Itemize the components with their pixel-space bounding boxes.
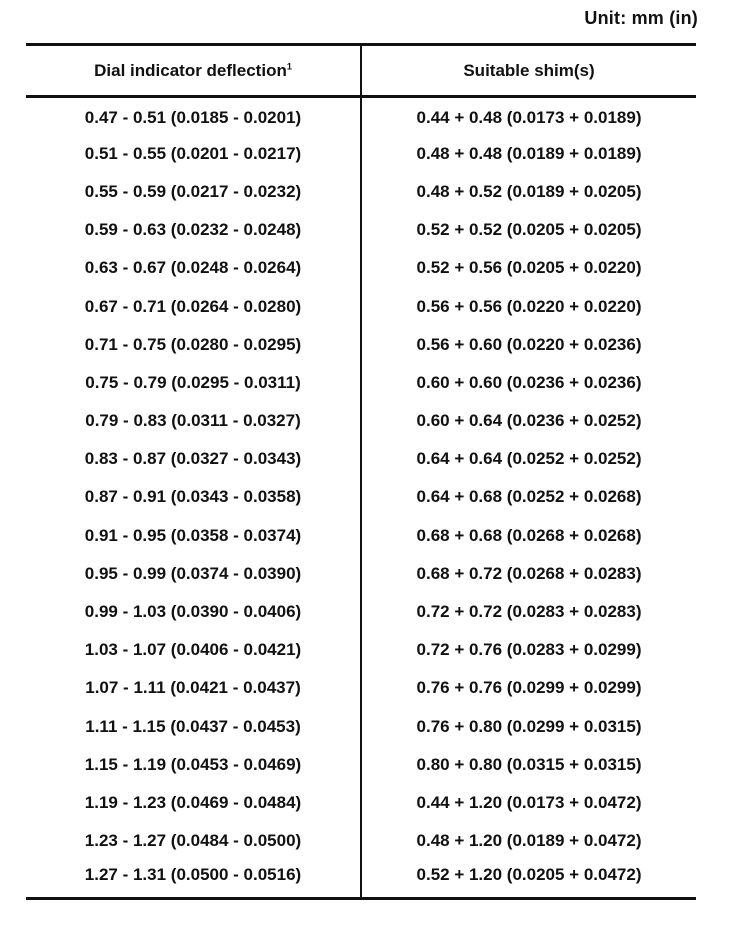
header-deflection-footnote: 1 [286,60,292,71]
table-row [26,402,696,440]
table-row [26,478,696,516]
shims-cell: 0.48 + 0.52 (0.0189 + 0.0205) [416,181,642,201]
table-row [26,211,696,249]
shims-cell: 0.76 + 0.80 (0.0299 + 0.0315) [416,716,642,736]
deflection-cell: 0.87 - 0.91 (0.0343 - 0.0358) [26,478,361,516]
table-row [26,593,696,631]
shims-cell: 0.68 + 0.68 (0.0268 + 0.0268) [416,525,642,545]
header-row [26,45,696,97]
table-row [26,364,696,402]
shims-cell: 0.44 + 0.48 (0.0173 + 0.0189) [416,108,642,128]
shims-cell: 0.48 + 1.20 (0.0189 + 0.0472) [416,831,642,851]
deflection-cell: 0.55 - 0.59 (0.0217 - 0.0232) [26,173,361,211]
table-row [26,249,696,287]
deflection-cell: 1.11 - 1.15 (0.0437 - 0.0453) [26,708,361,746]
shims-cell: 0.52 + 0.52 (0.0205 + 0.0205) [416,220,642,240]
shim-selection-table [26,43,696,900]
table-row [26,631,696,669]
shims-cell: 0.60 + 0.64 (0.0236 + 0.0252) [416,411,642,431]
shims-cell: 0.60 + 0.60 (0.0236 + 0.0236) [416,372,642,392]
table-body [26,97,696,899]
shims-cell: 0.44 + 1.20 (0.0173 + 0.0472) [416,792,642,812]
deflection-cell: 0.67 - 0.71 (0.0264 - 0.0280) [26,287,361,325]
deflection-cell: 1.03 - 1.07 (0.0406 - 0.0421) [26,631,361,669]
shims-cell: 0.76 + 0.76 (0.0299 + 0.0299) [416,678,642,698]
shims-cell: 0.56 + 0.56 (0.0220 + 0.0220) [416,296,642,316]
shims-cell: 0.64 + 0.68 (0.0252 + 0.0268) [416,487,642,507]
deflection-cell: 0.63 - 0.67 (0.0248 - 0.0264) [26,249,361,287]
header-deflection-label: Dial indicator deflection [94,60,287,80]
deflection-cell: 0.95 - 0.99 (0.0374 - 0.0390) [26,555,361,593]
deflection-cell: 0.91 - 0.95 (0.0358 - 0.0374) [26,517,361,555]
shims-cell: 0.48 + 0.48 (0.0189 + 0.0189) [416,143,642,163]
header-shims: Suitable shim(s) [361,45,696,97]
deflection-cell: 0.71 - 0.75 (0.0280 - 0.0295) [26,326,361,364]
deflection-cell: 0.47 - 0.51 (0.0185 - 0.0201) [26,97,361,135]
shims-cell: 0.64 + 0.64 (0.0252 + 0.0252) [416,449,642,469]
deflection-cell: 0.51 - 0.55 (0.0201 - 0.0217) [26,135,361,173]
shims-cell: 0.56 + 0.60 (0.0220 + 0.0236) [416,334,642,354]
deflection-cell: 1.19 - 1.23 (0.0469 - 0.0484) [26,784,361,822]
table-row [26,708,696,746]
table-header [26,45,696,97]
table-row [26,669,696,707]
table-row [26,97,696,135]
unit-label: Unit: mm (in) [584,8,698,28]
table-row [26,517,696,555]
table-row [26,287,696,325]
deflection-cell: 1.07 - 1.11 (0.0421 - 0.0437) [26,669,361,707]
table-row [26,173,696,211]
deflection-cell: 0.79 - 0.83 (0.0311 - 0.0327) [26,402,361,440]
deflection-cell: 1.15 - 1.19 (0.0453 - 0.0469) [26,746,361,784]
table-row [26,822,696,860]
table-row [26,135,696,173]
deflection-cell: 0.75 - 0.79 (0.0295 - 0.0311) [26,364,361,402]
shims-cell: 0.68 + 0.72 (0.0268 + 0.0283) [416,563,642,583]
table-row [26,860,696,898]
shims-cell: 0.72 + 0.72 (0.0283 + 0.0283) [416,602,642,622]
shims-cell: 0.52 + 1.20 (0.0205 + 0.0472) [416,864,642,884]
table-row [26,440,696,478]
table-row [26,784,696,822]
deflection-cell: 1.27 - 1.31 (0.0500 - 0.0516) [26,860,361,898]
deflection-cell: 0.59 - 0.63 (0.0232 - 0.0248) [26,211,361,249]
shims-cell: 0.80 + 0.80 (0.0315 + 0.0315) [416,754,642,774]
deflection-cell: 0.99 - 1.03 (0.0390 - 0.0406) [26,593,361,631]
table-row [26,326,696,364]
shims-cell: 0.52 + 0.56 (0.0205 + 0.0220) [416,258,642,278]
shim-selection-table-container [26,43,696,900]
table-row [26,746,696,784]
table-row [26,555,696,593]
deflection-cell: 0.83 - 0.87 (0.0327 - 0.0343) [26,440,361,478]
header-deflection [26,45,361,97]
shims-cell: 0.72 + 0.76 (0.0283 + 0.0299) [416,640,642,660]
deflection-cell: 1.23 - 1.27 (0.0484 - 0.0500) [26,822,361,860]
